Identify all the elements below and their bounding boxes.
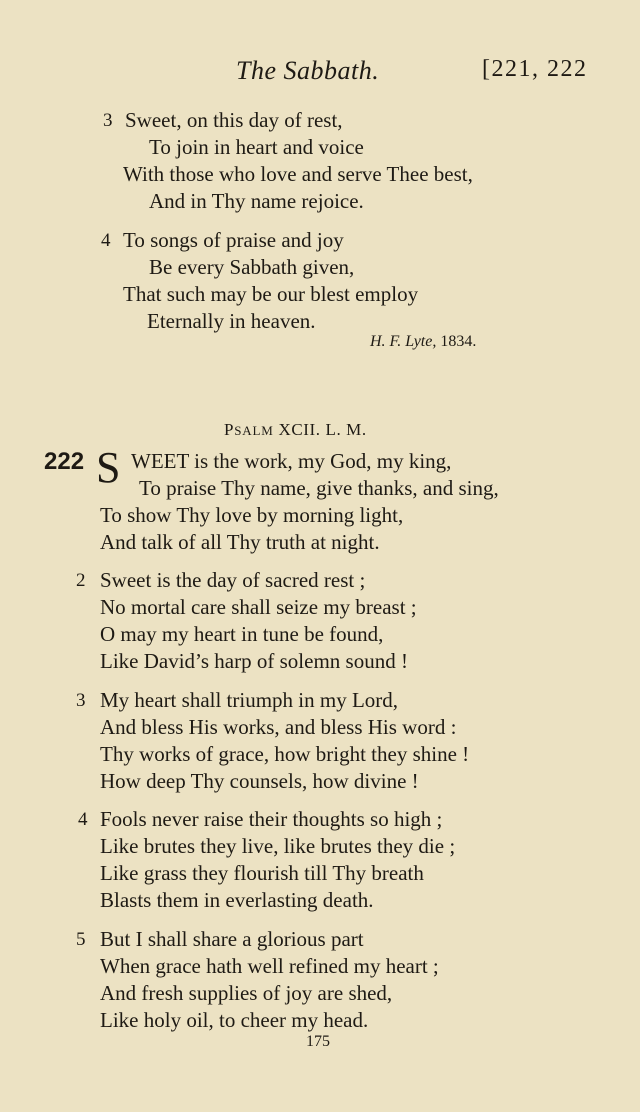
- verse-line: Thy works of grace, how bright they shine !: [100, 742, 470, 766]
- verse-line: And in Thy name rejoice.: [149, 189, 364, 213]
- verse-line: And talk of all Thy truth at night.: [100, 530, 380, 554]
- psalm-heading: PSALM XCII. L. M.: [224, 420, 367, 439]
- verse-line: My heart shall triumph in my Lord,: [100, 688, 399, 712]
- verse-line: Eternally in heaven.: [147, 309, 316, 333]
- verse-line: Like brutes they live, like brutes they die ;: [100, 834, 456, 858]
- verse-line: To show Thy love by morning light,: [100, 503, 404, 527]
- verse-number: 2: [76, 570, 86, 591]
- verse-number: 3: [103, 110, 113, 131]
- page-number: 175: [306, 1033, 330, 1050]
- running-header-hymn-numbers: [221, 222: [482, 56, 588, 82]
- verse-line: WEET is the work, my God, my king,: [131, 449, 452, 473]
- verse-number: 4: [101, 230, 111, 251]
- verse-line: Sweet, on this day of rest,: [125, 108, 343, 132]
- verse-line: But I shall share a glorious part: [100, 927, 364, 951]
- verse-line: Be every Sabbath given,: [149, 255, 355, 279]
- verse-line: And bless His works, and bless His word :: [100, 715, 457, 739]
- verse-line: To songs of praise and joy: [123, 228, 344, 252]
- verse-line: O may my heart in tune be found,: [100, 622, 384, 646]
- verse-line: No mortal care shall seize my breast ;: [100, 595, 417, 619]
- verse-number: 5: [76, 929, 86, 950]
- running-header-title: The Sabbath.: [236, 56, 380, 85]
- verse-line: Like David’s harp of solemn sound !: [100, 649, 408, 673]
- verse-number: 3: [76, 690, 86, 711]
- verse-line: And fresh supplies of joy are shed,: [100, 981, 393, 1005]
- verse-line: Like holy oil, to cheer my head.: [100, 1008, 369, 1032]
- verse-line: To join in heart and voice: [149, 135, 364, 159]
- drop-cap: S: [96, 443, 121, 492]
- hymn-number: 222: [44, 448, 85, 475]
- verse-line: That such may be our blest employ: [123, 282, 419, 306]
- hymn-attribution: [370, 333, 476, 351]
- verse-line: Like grass they flourish till Thy breath: [100, 861, 424, 885]
- verse-number: 4: [78, 809, 88, 830]
- verse-line: How deep Thy counsels, how divine !: [100, 769, 419, 793]
- verse-line: Sweet is the day of sacred rest ;: [100, 568, 366, 592]
- author-year: 1834.: [440, 333, 477, 350]
- verse-line: To praise Thy name, give thanks, and sing,: [139, 476, 499, 500]
- psalm-meter: XCII. L. M.: [278, 420, 367, 439]
- verse-line: Fools never raise their thoughts so high ;: [100, 807, 443, 831]
- author-name: H. F. Lyte,: [370, 333, 437, 350]
- verse-line: Blasts them in everlasting death.: [100, 888, 374, 912]
- verse-line: When grace hath well refined my heart ;: [100, 954, 439, 978]
- verse-line: With those who love and serve Thee best,: [123, 162, 473, 186]
- psalm-word: SALM: [234, 423, 274, 438]
